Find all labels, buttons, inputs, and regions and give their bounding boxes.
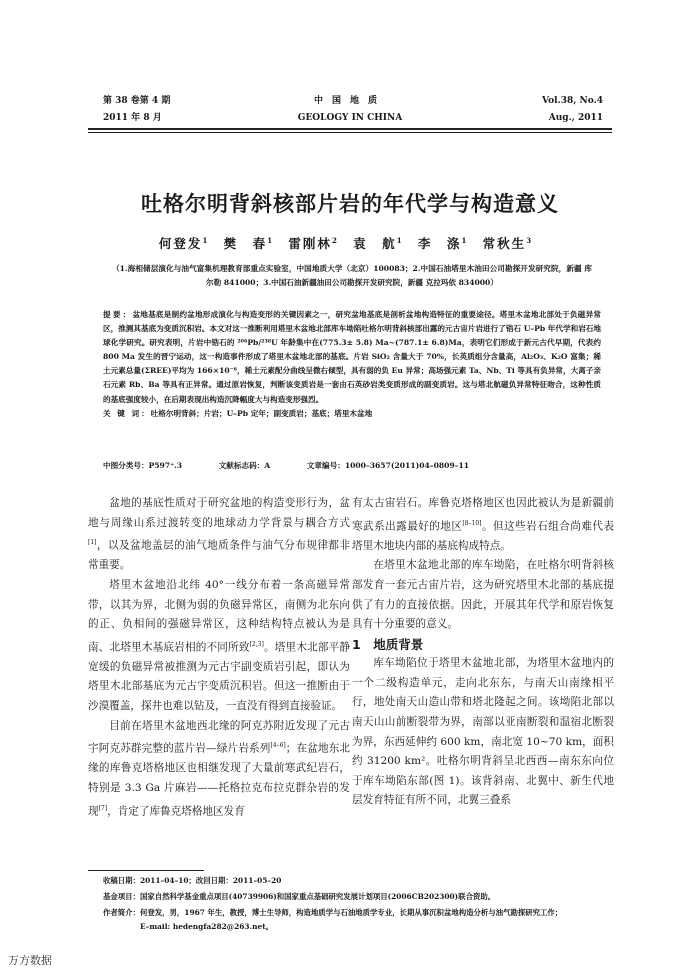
watermark: 万方数据 (8, 954, 52, 967)
doc-code: A (264, 461, 271, 470)
journal-volume-en: Vol.38, No.4 (542, 96, 603, 106)
author-name: 袁 航 (353, 236, 397, 251)
text-run: 目前在塔里木盆地西北缘的阿克苏附近发现了元古宇阿克苏群完整的蓝片岩—绿片岩系列 (88, 719, 350, 755)
header-rule-thin (88, 132, 612, 133)
section-heading: 1 地质背景 (352, 636, 424, 652)
affiliations: （1.海相储层演化与油气富集机理教育部重点实验室，中国地质大学（北京）100083；2.中国石油塔里木油田公司勘探开发研究院，新疆 库尔勒 841000；3.中国石油新疆油田公司勘探开发研究院，新疆 克拉玛依 834000） (112, 264, 592, 287)
footnote-funding: 基金项目：国家自然科学基金重点项目(40739906)和国家重点基础研究发展计划项目(2006CB202300)联合资助。 (103, 892, 496, 901)
author-affil-mark: 1 (202, 235, 208, 245)
body-paragraph (88, 576, 350, 717)
footnote-author: 作者简介：何登发，男，1967 年生，教授，博士生导师，构造地质学与石油地质学专业，长期从事沉积盆地构造分析与油气勘探研究工作； (103, 908, 563, 917)
keywords: 吐格尔明背斜；片岩；U–Pb 定年；副变质岩；基底；塔里木盆地 (150, 408, 373, 418)
footnote-email: E–mail: hedengfa282@263.net。 (140, 922, 274, 931)
doc-code-label: 文献标志码： (218, 461, 265, 470)
citation: [1] (88, 539, 97, 547)
journal-volume-cn: 第 38 卷第 4 期 (103, 96, 171, 106)
author-name: 雷刚林 (288, 236, 332, 251)
clc-number: P597⁺.3 (148, 461, 183, 470)
journal-name-en: GEOLOGY IN CHINA (297, 113, 403, 123)
author-affil-mark: 1 (396, 235, 402, 245)
journal-date-en: Aug., 2011 (548, 113, 603, 123)
body-paragraph (352, 494, 614, 556)
text-run: 。塔里木北部平静宽缓的负磁异常被推测为元古宇副变质岩引起，即认为塔里木北部基底为元古宇变质沉积岩。但这一推断由于沙漠覆盖，探井也难以钻及，一直没有得到直接验证。 (88, 641, 351, 712)
body-paragraph (352, 556, 614, 634)
body-paragraph (352, 654, 614, 811)
footnote-received: 收稿日期：2011–04–10；改回日期：2011–05–20 (103, 876, 282, 885)
author-name: 李 涤 (417, 236, 462, 251)
body-column-left (88, 494, 350, 822)
body-column-right (352, 494, 614, 811)
body-paragraph (88, 717, 350, 822)
author-name: 常秋生 (482, 236, 527, 251)
text-run: 盆地的基底性质对于研究盆地的构造变形行为，盆地与周缘山系过渡转变的地球动力学背景与耦合方式 (88, 497, 350, 529)
text-run: 有太古宙岩石。库鲁克塔格地区也因此被认为是新疆前寒武系出露最好的地区 (352, 497, 614, 533)
author-affil-mark: 1 (461, 235, 467, 245)
author-name: 樊 春 (223, 236, 268, 251)
citation: [4–6] (270, 742, 286, 750)
text-run: ，肯定了库鲁克塔格地区发育 (107, 805, 245, 818)
citation: [7] (98, 804, 108, 812)
citation: [2,3] (249, 640, 264, 648)
text-run: ；在盆地东北缘的库鲁克塔格地区也相继发现了大量前寒武纪岩石，特别是 3.3 Ga 片麻岩——托格拉克布拉克群杂岩的发现 (88, 742, 351, 818)
text-run: 库车坳陷位于塔里木盆地北部，为塔里木盆地内的一个二级构造单元，走向北东东，与南天山南缘相平行，地处南天山造山带和塔北隆起之间。该坳陷北部以南天山山前断裂带为界，南部以亚南断裂和温宿北断裂为界，东西延伸约 600 km，南北宽 10~70 km，面积约 31200 km²。吐格尔明背斜呈北西西—南东东向位于库车坳陷东部(图 1)。该背斜南、北翼中、新生代地层发育特征有所不同，北翼三叠系 (352, 657, 614, 807)
body-paragraph (88, 494, 350, 576)
author-name: 何登发 (158, 236, 203, 251)
journal-name-cn: 中国地质 (313, 96, 386, 106)
author-affil-mark: 3 (526, 235, 532, 245)
text-run: ，以及盆地盖层的油气地质条件与油气分布规律都非常重要。 (88, 539, 350, 572)
author-list (88, 234, 612, 252)
abstract-text: 盆地基底是制约盆地形成演化与构造变形的关键因素之一，研究盆地基底是剖析盆地构造特征的重要途径。塔里木盆地北部处于负磁异常区，推测其基底为变质沉积岩。本文对这一推断利用塔里木盆地北部库车坳陷吐格尔明背斜核部出露的元古宙片岩进行了锆石 U–Pb 年代学和岩石地球化学研究。研究表明，片岩中锆石的 ²⁰⁶Pb/²³⁸U 年龄集中在(775.3± 5.8) Ma~(787.1± 6.8)Ma，表明它们形成于新元古代早期，代表约 800 Ma 发生的晋宁运动，这一构造事件形成了塔里木盆地北部的基底。片岩 SiO₂ 含量大于 70%，长英质组分含量高，Al₂O₃、K₂O 富集；稀土元素总量(ΣREE)平均为 166×10⁻⁶，稀土元素配分曲线呈微右倾型，具有弱的负 Eu 异常；高场强元素 Ta、Nb、Ti 等具有负异常，大离子亲石元素 Rb、Ba 等具有正异常。通过原岩恢复，判断该变质岩是一套由石英砂岩类变质形成的副变质岩。这与塔北航磁负异常特征吻合，这种性质的基底强度较小，在后期表现出构造沉降幅度大与构造变形强烈。 (103, 310, 602, 404)
article-number: 1000–3657(2011)04–0809–11 (344, 461, 470, 470)
clc-label: 中图分类号： (103, 461, 149, 470)
author-affil-mark: 2 (331, 235, 337, 245)
text-run: 在塔里木盆地北部的库车坳陷，在吐格尔明背斜核部发育一套元古宙片岩，这为研究塔里木北部的基底提供了有力的直接依据。因此，开展其年代学和原岩恢复具有十分重要的意义。 (352, 559, 614, 631)
classification-line (103, 460, 469, 471)
article-title: 吐格尔明背斜核部片岩的年代学与构造意义 (141, 192, 559, 216)
footnote-rule (88, 870, 204, 871)
citation: [8–10] (462, 519, 482, 527)
header-rule (88, 128, 612, 130)
journal-date-cn: 2011 年 8 月 (103, 113, 162, 123)
author-affil-mark: 1 (267, 235, 273, 245)
abstract-label: 提要： (103, 310, 133, 319)
keywords-label: 关 键 词： (103, 408, 151, 418)
abstract (103, 308, 601, 421)
text-run: 塔里木盆地沿北纬 40°一线分布着一条高磁异常带，以其为界，北侧为弱的负磁异常区，南侧为北东向的正、负相间的强磁异常区，这种结构特点被认为是南、北塔里木基底岩相的不同所致 (88, 578, 350, 654)
text-run: 。但这些岩石组合尚难代表塔里木地块内部的基底构成特点。 (352, 520, 614, 552)
article-number-label: 文章编号： (306, 461, 345, 470)
